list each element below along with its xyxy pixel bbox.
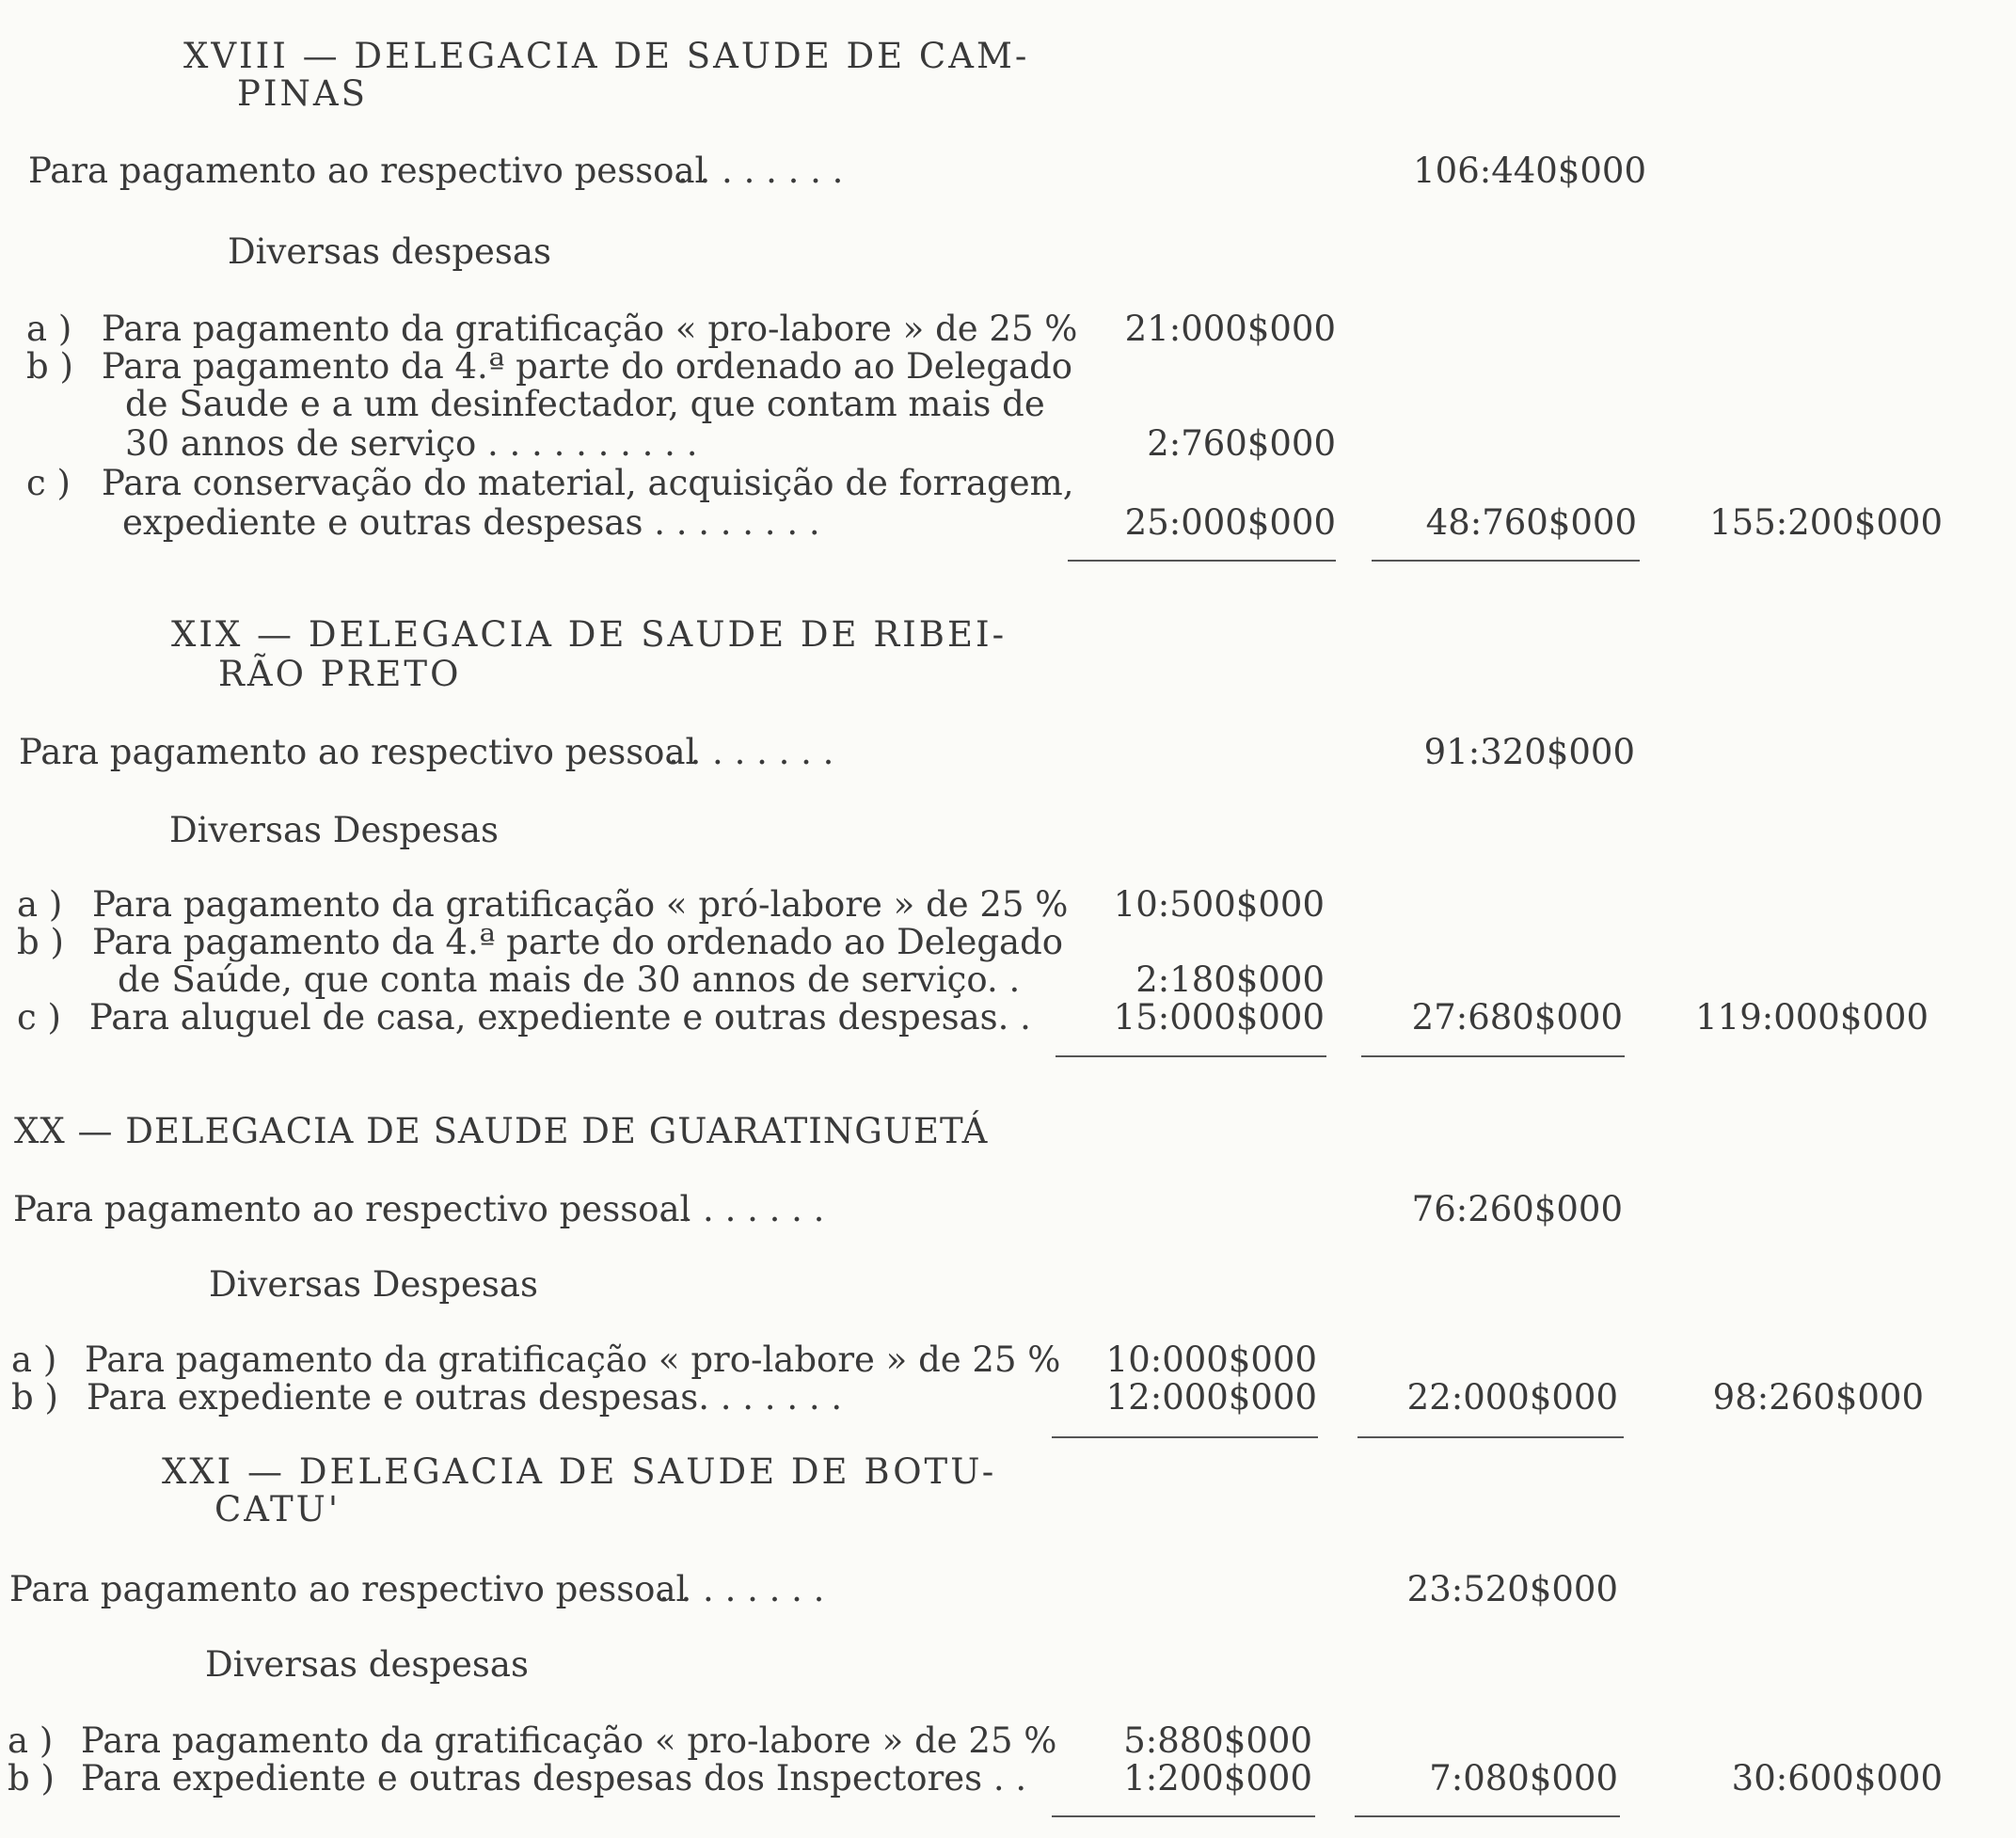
item-marker: c ): [17, 997, 61, 1038]
personnel-label: Para pagamento ao respectivo pessoal: [28, 151, 706, 191]
item-value: 5:880$000: [1123, 1720, 1312, 1761]
item-marker: a ): [17, 884, 63, 925]
subheading: Diversas Despesas: [209, 1264, 538, 1305]
section-heading: XXI — DELEGACIA DE SAUDE DE BOTU-: [162, 1451, 997, 1492]
item-value: 2:180$000: [1135, 959, 1325, 1000]
item-value: 10:500$000: [1113, 884, 1325, 925]
sum-rule: [1361, 1055, 1625, 1057]
leader-dots: . . . . . . . .: [659, 1569, 825, 1609]
item-marker: b ): [26, 346, 73, 387]
item-text: de Saude e a um desinfectador, que contam mais de: [125, 384, 1045, 424]
item-value: 25:000$000: [1124, 502, 1336, 543]
leader-dots: . . . . . . . .: [659, 1189, 825, 1229]
section-heading-continuation: CATU': [214, 1489, 341, 1529]
personnel-value: 91:320$000: [1423, 732, 1635, 772]
item-marker: b ): [8, 1758, 55, 1798]
item-marker: c ): [26, 463, 71, 503]
personnel-value: 106:440$000: [1413, 151, 1646, 191]
sum-rule: [1056, 1055, 1326, 1057]
subtotal-value: 48:760$000: [1425, 502, 1637, 543]
item-value: 12:000$000: [1105, 1377, 1317, 1418]
item-value: 21:000$000: [1124, 309, 1336, 349]
personnel-label: Para pagamento ao respectivo pessoal: [13, 1189, 691, 1229]
item-marker: a ): [11, 1339, 57, 1380]
item-text: 30 annos de serviço . . . . . . . . . .: [125, 423, 698, 464]
sum-rule: [1052, 1436, 1318, 1438]
item-text: Para pagamento da 4.ª parte do ordenado ao Delegado: [102, 346, 1073, 387]
item-text: Para conservação do material, acquisição de forragem,: [102, 463, 1074, 503]
section-heading: XIX — DELEGACIA DE SAUDE DE RIBEI-: [171, 614, 1008, 655]
item-marker: a ): [26, 309, 72, 349]
item-text: de Saúde, que conta mais de 30 annos de serviço. .: [118, 959, 1021, 1000]
subheading: Diversas despesas: [228, 231, 551, 272]
personnel-label: Para pagamento ao respectivo pessoal: [9, 1569, 688, 1609]
section-heading-continuation: RÃO PRETO: [218, 654, 462, 694]
item-text: Para expediente e outras despesas dos Inspectores . .: [81, 1758, 1027, 1798]
item-text: expediente e outras despesas . . . . . . . .: [122, 502, 820, 543]
item-text: Para aluguel de casa, expediente e outras despesas. .: [89, 997, 1031, 1038]
sum-rule: [1372, 560, 1640, 562]
sum-rule: [1357, 1436, 1624, 1438]
item-value: 15:000$000: [1113, 997, 1325, 1038]
item-text: Para pagamento da gratificação « pro-labore » de 25 %: [102, 309, 1078, 349]
item-text: Para pagamento da gratificação « pro-labore » de 25 %: [85, 1339, 1061, 1380]
total-value: 119:000$000: [1695, 997, 1929, 1038]
personnel-value: 23:520$000: [1406, 1569, 1618, 1609]
item-text: Para pagamento da 4.ª parte do ordenado ao Delegado: [92, 922, 1064, 962]
sum-rule: [1355, 1815, 1620, 1817]
subtotal-value: 7:080$000: [1429, 1758, 1618, 1798]
sum-rule: [1068, 560, 1336, 562]
item-text: Para pagamento da gratificação « pro-labore » de 25 %: [81, 1720, 1057, 1761]
item-value: 10:000$000: [1105, 1339, 1317, 1380]
section-heading-continuation: PINAS: [237, 73, 368, 114]
subheading: Diversas despesas: [205, 1644, 529, 1685]
item-marker: b ): [17, 922, 64, 962]
subtotal-value: 22:000$000: [1406, 1377, 1618, 1418]
subtotal-value: 27:680$000: [1411, 997, 1623, 1038]
item-value: 1:200$000: [1123, 1758, 1312, 1798]
total-value: 98:260$000: [1712, 1377, 1924, 1418]
item-marker: a ): [8, 1720, 54, 1761]
section-heading: XVIII — DELEGACIA DE SAUDE DE CAM-: [183, 36, 1030, 76]
item-text: Para expediente e outras despesas. . . . . . .: [87, 1377, 843, 1418]
item-value: 2:760$000: [1147, 423, 1336, 464]
subheading: Diversas Despesas: [169, 810, 499, 850]
leader-dots: . . . . . . . .: [668, 732, 834, 772]
item-marker: b ): [11, 1377, 58, 1418]
personnel-value: 76:260$000: [1411, 1189, 1623, 1229]
total-value: 155:200$000: [1709, 502, 1943, 543]
item-text: Para pagamento da gratificação « pró-labore » de 25 %: [92, 884, 1069, 925]
section-heading: XX — DELEGACIA DE SAUDE DE GUARATINGUETÁ: [14, 1111, 989, 1151]
sum-rule: [1052, 1815, 1315, 1817]
personnel-label: Para pagamento ao respectivo pessoal: [19, 732, 697, 772]
leader-dots: . . . . . . . .: [677, 151, 844, 191]
total-value: 30:600$000: [1731, 1758, 1943, 1798]
